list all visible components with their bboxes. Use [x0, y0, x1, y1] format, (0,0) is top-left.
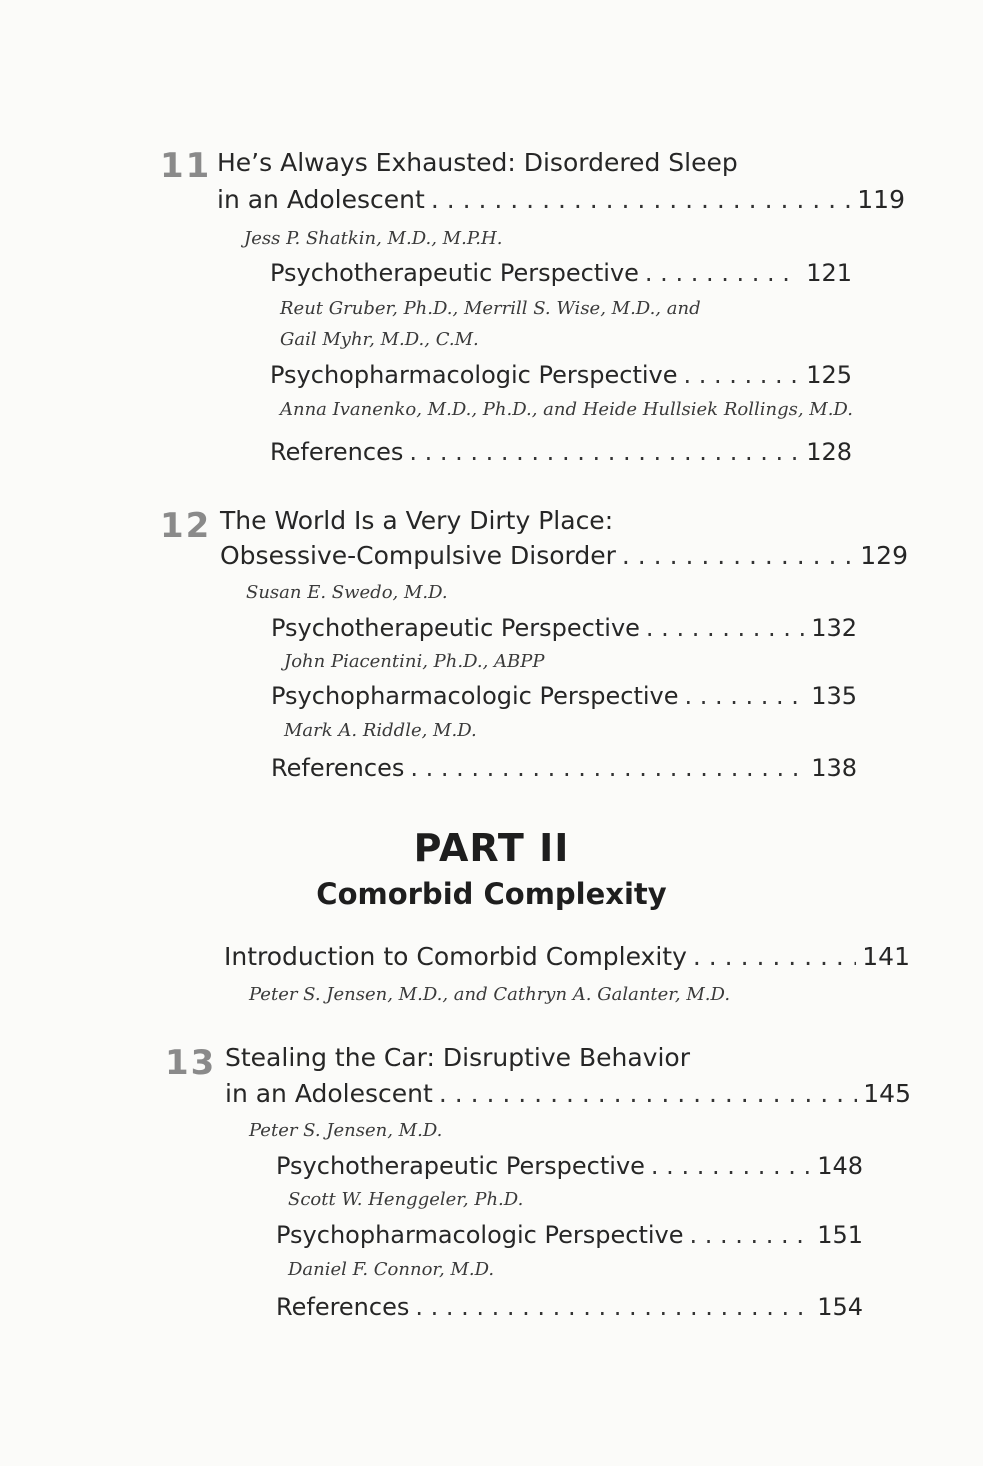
section-title: Psychopharmacologic Perspective: [276, 1221, 684, 1249]
page-number: 145: [863, 1079, 911, 1108]
toc-entry[interactable]: [271, 614, 857, 642]
page-number: 138: [811, 754, 857, 782]
page-number: 135: [811, 682, 857, 710]
toc-entry[interactable]: [276, 1152, 863, 1180]
toc-entry[interactable]: [270, 361, 852, 389]
section-author: John Piacentini, Ph.D., ABPP: [284, 651, 545, 672]
section-title: Psychopharmacologic Perspective: [271, 682, 679, 710]
page-number: 129: [860, 541, 908, 570]
dot-leader: [683, 361, 800, 389]
chapter-author: Peter S. Jensen, M.D.: [249, 1120, 443, 1141]
dot-leader: [693, 942, 856, 971]
dot-leader: [409, 438, 800, 466]
section-title: References: [271, 754, 405, 782]
section-title: Psychotherapeutic Perspective: [270, 259, 639, 287]
page-number: 132: [811, 614, 857, 642]
section-title: References: [270, 438, 404, 466]
chapter-title: The World Is a Very Dirty Place:: [220, 506, 614, 535]
chapter-title: Stealing the Car: Disruptive Behavior: [225, 1043, 690, 1072]
intro-author: Peter S. Jensen, M.D., and Cathryn A. Galanter, M.D.: [249, 984, 731, 1005]
toc-entry[interactable]: [276, 1221, 863, 1249]
section-author: Anna Ivanenko, M.D., Ph.D., and Heide Hullsiek Rollings, M.D.: [280, 399, 853, 420]
page-number: 154: [817, 1293, 863, 1321]
page-number: 119: [857, 185, 905, 214]
chapter-13: [160, 1043, 920, 1333]
part-subtitle: Comorbid Complexity: [316, 877, 667, 911]
part-title: PART II: [413, 826, 570, 870]
section-author: Daniel F. Connor, M.D.: [288, 1259, 495, 1280]
toc-entry[interactable]: [270, 438, 852, 466]
page-number: 151: [817, 1221, 863, 1249]
section-author: Scott W. Henggeler, Ph.D.: [288, 1189, 524, 1210]
dot-leader: [651, 1152, 811, 1180]
chapter-title: in an Adolescent: [217, 185, 425, 214]
chapter-12: [160, 506, 920, 796]
toc-entry[interactable]: [270, 259, 852, 287]
dot-leader: [439, 1079, 857, 1108]
dot-leader: [684, 682, 805, 710]
chapter-author: Jess P. Shatkin, M.D., M.P.H.: [244, 228, 503, 249]
toc-entry[interactable]: [220, 541, 908, 570]
dot-leader: [415, 1293, 811, 1321]
chapter-title: in an Adolescent: [225, 1079, 433, 1108]
section-title: Psychopharmacologic Perspective: [270, 361, 678, 389]
dot-leader: [622, 541, 854, 570]
chapter-11: [160, 148, 920, 478]
chapter-author: Susan E. Swedo, M.D.: [246, 582, 448, 603]
dot-leader: [645, 259, 800, 287]
chapter-title-line: [220, 506, 613, 535]
section-title: Psychotherapeutic Perspective: [276, 1152, 645, 1180]
section-title: Psychotherapeutic Perspective: [271, 614, 640, 642]
section-title: References: [276, 1293, 410, 1321]
section-author: Gail Myhr, M.D., C.M.: [280, 329, 479, 350]
toc-entry[interactable]: [276, 1293, 863, 1321]
dot-leader: [646, 614, 805, 642]
toc-entry[interactable]: [225, 1079, 911, 1108]
page-number: 141: [862, 942, 910, 971]
chapter-title-line: [217, 148, 738, 177]
page-number: 128: [806, 438, 852, 466]
dot-leader: [689, 1221, 811, 1249]
toc-entry[interactable]: [224, 942, 910, 971]
page-number: 121: [806, 259, 852, 287]
chapter-title: Obsessive-Compulsive Disorder: [220, 541, 616, 570]
section-author: Reut Gruber, Ph.D., Merrill S. Wise, M.D., and: [280, 298, 701, 319]
toc-entry[interactable]: [271, 682, 857, 710]
chapter-title-line: [225, 1043, 690, 1072]
page-number: 125: [806, 361, 852, 389]
dot-leader: [431, 185, 851, 214]
toc-entry[interactable]: [217, 185, 905, 214]
section-author: Mark A. Riddle, M.D.: [284, 720, 477, 741]
dot-leader: [410, 754, 805, 782]
chapter-title: He’s Always Exhausted: Disordered Sleep: [217, 148, 738, 177]
toc-entry[interactable]: [271, 754, 857, 782]
chapter-number: 11: [160, 146, 212, 186]
chapter-number: 12: [160, 506, 212, 546]
chapter-number: 13: [165, 1043, 217, 1083]
page-number: 148: [817, 1152, 863, 1180]
intro-title: Introduction to Comorbid Complexity: [224, 942, 687, 971]
